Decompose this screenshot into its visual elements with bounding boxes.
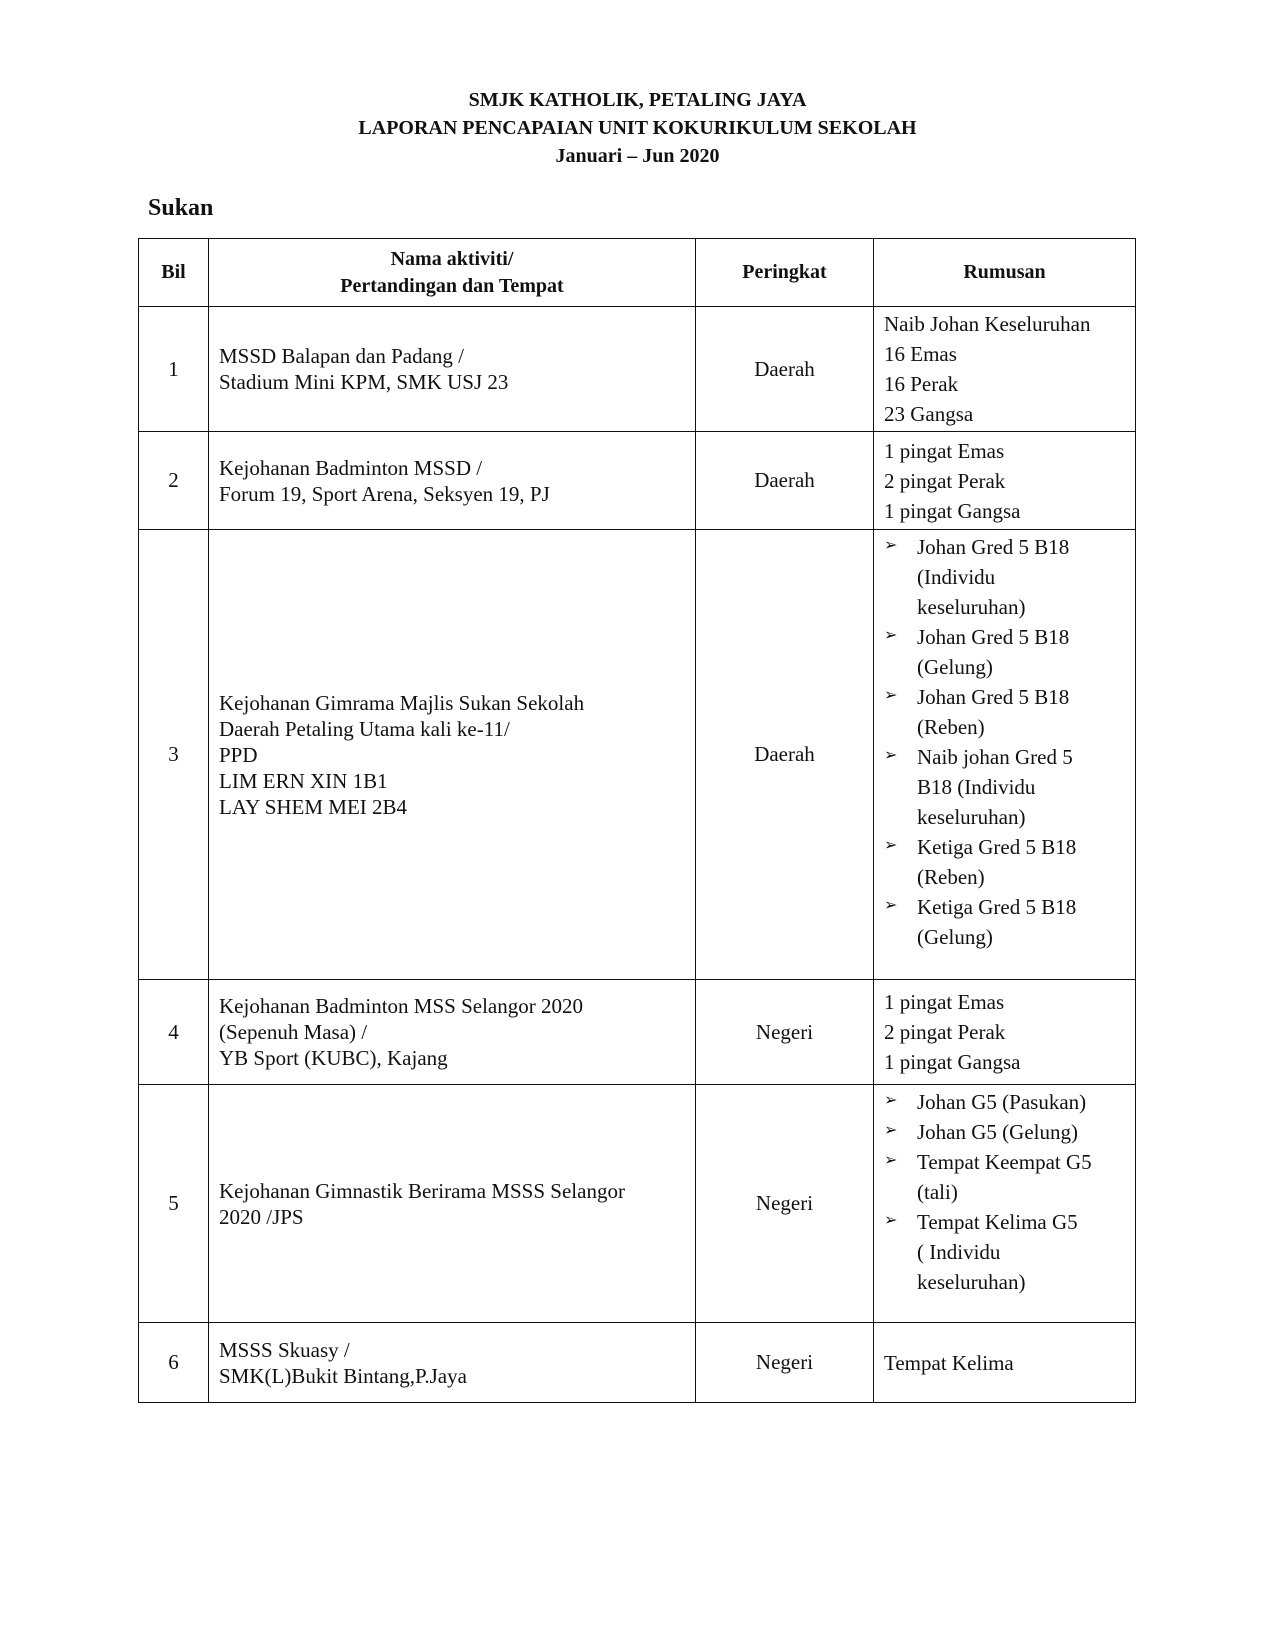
summary-line: Johan Gred 5 B18 [917,535,1070,559]
summary-line: 1 pingat Emas [884,990,1005,1014]
summary-line: Johan G5 (Pasukan) [917,1090,1087,1114]
arrowhead-bullet-icon: ➢ [884,535,898,554]
summary-line: (Individu [917,565,996,589]
activity-name [209,1085,696,1323]
activity-line: 2020 /JPS [219,1204,304,1229]
level: Negeri [696,1085,874,1323]
summary-line: (Reben) [917,715,985,739]
summary-line: Tempat Kelima G5 [917,1210,1078,1234]
activity-line: YB Sport (KUBC), Kajang [219,1046,448,1070]
summary [874,980,1136,1085]
activity-line: Kejohanan Badminton MSS Selangor 2020 [219,994,583,1018]
activity-line: MSSD Balapan dan Padang / [219,344,464,368]
summary-item [884,1147,1129,1207]
summary [874,1323,1136,1403]
summary-line: Tempat Keempat G5 [917,1150,1092,1174]
summary [874,432,1136,530]
arrowhead-bullet-icon: ➢ [884,1120,898,1139]
summary-line: Ketiga Gred 5 B18 [917,895,1077,919]
summary-item [884,832,1129,892]
summary-list [884,532,1129,952]
activity-line: SMK(L)Bukit Bintang,P.Jaya [219,1363,467,1388]
activity-line: PPD [219,742,258,767]
table-row [139,307,1136,432]
table-row [139,980,1136,1085]
summary-line: Johan G5 (Gelung) [917,1120,1078,1144]
level: Daerah [696,307,874,432]
summary-line: B18 (Individu [917,775,1036,799]
summary-line: ( Individu [917,1240,1001,1264]
summary-item [884,1207,1129,1297]
activity-line: Kejohanan Gimrama Majlis Sukan Sekolah [219,690,585,715]
activity-line: Kejohanan Gimnastik Berirama MSSS Selangor [219,1178,625,1203]
summary-line: (tali) [917,1180,958,1204]
activity-line: LAY SHEM MEI 2B4 [219,794,408,819]
arrowhead-bullet-icon: ➢ [884,685,898,704]
summary-item [884,532,1129,622]
table-row [139,530,1136,980]
summary-line: Naib Johan Keseluruhan [884,312,1091,336]
row-number: 5 [139,1085,209,1323]
level: Daerah [696,530,874,980]
summary-line: Ketiga Gred 5 B18 [917,835,1077,859]
row-number: 4 [139,980,209,1085]
header-nama [209,239,696,307]
arrowhead-bullet-icon: ➢ [884,1210,898,1229]
arrowhead-bullet-icon: ➢ [884,745,898,764]
activity-name [209,980,696,1085]
header-rumusan: Rumusan [874,239,1136,307]
summary-item [884,742,1129,832]
summary-line: (Reben) [917,865,985,889]
achievement-table [138,238,1136,1403]
school-name: SMJK KATHOLIK, PETALING JAYA [468,89,807,111]
summary-line: 23 Gangsa [884,402,974,426]
row-number: 1 [139,307,209,432]
report-period: Januari – Jun 2020 [555,145,720,167]
summary-item [884,1087,1129,1117]
activity-name [209,1323,696,1403]
row-number: 6 [139,1323,209,1403]
report-header [0,86,1275,170]
activity-line: (Sepenuh Masa) / [219,1020,368,1044]
summary-line: keseluruhan) [917,595,1026,619]
summary-item [884,1117,1129,1147]
table-row [139,1323,1136,1403]
arrowhead-bullet-icon: ➢ [884,1150,898,1169]
table-header-row [139,239,1136,307]
summary-line: 16 Emas [884,342,957,366]
summary-line: Naib johan Gred 5 [917,745,1073,769]
summary-item [884,622,1129,682]
table-row [139,432,1136,530]
row-number: 2 [139,432,209,530]
header-nama-line1: Nama aktiviti/ [390,247,514,270]
activity-line: Forum 19, Sport Arena, Seksyen 19, PJ [219,481,550,506]
summary-item [884,892,1129,952]
level: Negeri [696,980,874,1085]
header-bil: Bil [139,239,209,307]
summary-line: Johan Gred 5 B18 [917,685,1070,709]
summary-line: 16 Perak [884,372,959,396]
summary [874,307,1136,432]
summary-line: 1 pingat Emas [884,438,1005,463]
activity-line: Kejohanan Badminton MSSD / [219,455,483,480]
activity-name [209,432,696,530]
summary [874,530,1136,980]
summary-line: 1 pingat Gangsa [884,1050,1021,1074]
arrowhead-bullet-icon: ➢ [884,1090,898,1109]
activity-line: LIM ERN XIN 1B1 [219,768,388,793]
header-nama-line2: Pertandingan dan Tempat [340,274,564,297]
arrowhead-bullet-icon: ➢ [884,835,898,854]
summary-line: keseluruhan) [917,805,1026,829]
level: Daerah [696,432,874,530]
summary-line: 1 pingat Gangsa [884,498,1021,523]
summary-line: 2 pingat Perak [884,468,1006,493]
arrowhead-bullet-icon: ➢ [884,895,898,914]
summary-line: Johan Gred 5 B18 [917,625,1070,649]
summary-line: (Gelung) [917,655,993,679]
activity-line: MSSS Skuasy / [219,1337,350,1362]
activity-line: Stadium Mini KPM, SMK USJ 23 [219,370,509,394]
summary-line: keseluruhan) [917,1270,1026,1294]
table-row [139,1085,1136,1323]
activity-name [209,307,696,432]
header-peringkat: Peringkat [696,239,874,307]
arrowhead-bullet-icon: ➢ [884,625,898,644]
level: Negeri [696,1323,874,1403]
report-title: LAPORAN PENCAPAIAN UNIT KOKURIKULUM SEKOLAH [358,117,917,139]
summary [874,1085,1136,1323]
activity-name [209,530,696,980]
summary-list [884,1087,1129,1297]
row-number: 3 [139,530,209,980]
summary-item [884,682,1129,742]
summary-line: Tempat Kelima [884,1350,1014,1375]
activity-line: Daerah Petaling Utama kali ke-11/ [219,716,510,741]
summary-line: 2 pingat Perak [884,1020,1006,1044]
section-title: Sukan [148,195,214,221]
summary-line: (Gelung) [917,925,993,949]
